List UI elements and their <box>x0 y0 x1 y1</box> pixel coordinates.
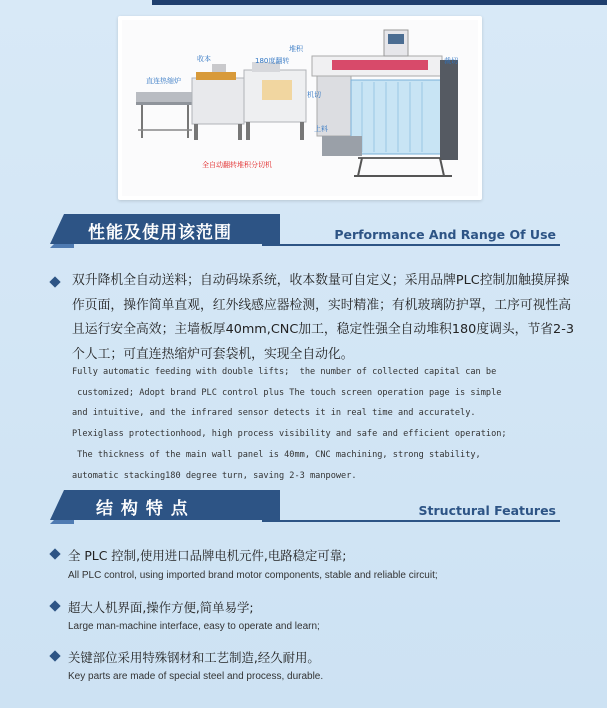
section-title-zh: 结 构 特 点 <box>96 499 189 519</box>
feature-text-zh: 超大人机界面,操作方便,简单易学; <box>68 600 254 615</box>
photo-caption: 全自动翻转堆积分切机 <box>202 161 272 169</box>
section-structural-header <box>50 486 560 524</box>
text-en-line: Fully automatic feeding with double lifts; the number of collected capital can be <box>72 367 497 377</box>
section-title-en: Structural Features <box>418 503 556 518</box>
callout-label: 机切 <box>307 91 321 99</box>
section-title-zh: 性能及使用该范围 <box>88 223 232 243</box>
callout-label: 上料 <box>314 125 328 133</box>
text-en-line: and intuitive, and the infrared sensor detects it in real time and accurately. <box>72 408 476 419</box>
text-en-line: customized; Adopt brand PLC control plus The touch screen operation page is simple <box>72 387 502 398</box>
section-title-en: Performance And Range Of Use <box>334 227 556 242</box>
feature-text-en: Key parts are made of special steel and process, durable. <box>68 671 324 682</box>
callout-label: 直连热缩炉 <box>146 77 181 85</box>
feature-text-en: Large man-machine interface, easy to operate and learn; <box>68 621 320 632</box>
header-underline <box>262 520 560 522</box>
header-underline <box>262 244 560 246</box>
callout-label: 堆积 <box>289 45 303 53</box>
section-performance-header <box>50 210 560 248</box>
diamond-bullet-icon <box>50 277 60 287</box>
diamond-bullet-icon <box>50 651 60 661</box>
feature-text-zh: 全 PLC 控制,使用进口品牌电机元件,电路稳定可靠; <box>68 548 347 563</box>
text-en-line: automatic stacking180 degree turn, saving 2-3 manpower. <box>72 470 357 481</box>
callout-label: 收本 <box>197 55 211 63</box>
text-en-line: The thickness of the main wall panel is 40mm, CNC machining, strong stability, <box>72 449 481 460</box>
diamond-bullet-icon <box>50 601 60 611</box>
feature-text-en: All PLC control, using imported brand motor components, stable and reliable circuit; <box>68 570 438 581</box>
feature-text-zh: 关键部位采用特殊钢材和工艺制造,经久耐用。 <box>68 650 320 665</box>
text-en-line: Plexiglass protectionhood, high process visibility and safe and efficient operation; <box>72 429 507 440</box>
performance-text-zh: 双升降机全自动送料；自动码垛系统，收本数量可自定义；采用品牌PLC控制加触摸屏操作页面，操作简单直观，红外线感应器检测，实时精准；有机玻璃防护罩，工序可视性高且运行安全高效；主墙板厚40mm,CNC加工，稳定性强全自动堆积180度调头，节省2-3个人工；可直连热缩炉可套袋机，实现全自动化。 <box>72 273 574 362</box>
machine-photo <box>122 20 478 196</box>
top-bar <box>152 0 607 5</box>
callout-label: 180度翻转 <box>255 57 290 65</box>
performance-text-en <box>72 362 592 486</box>
callout-label: 裁切 <box>444 57 458 65</box>
diamond-bullet-icon <box>50 549 60 559</box>
machine-photo-frame <box>118 16 482 200</box>
